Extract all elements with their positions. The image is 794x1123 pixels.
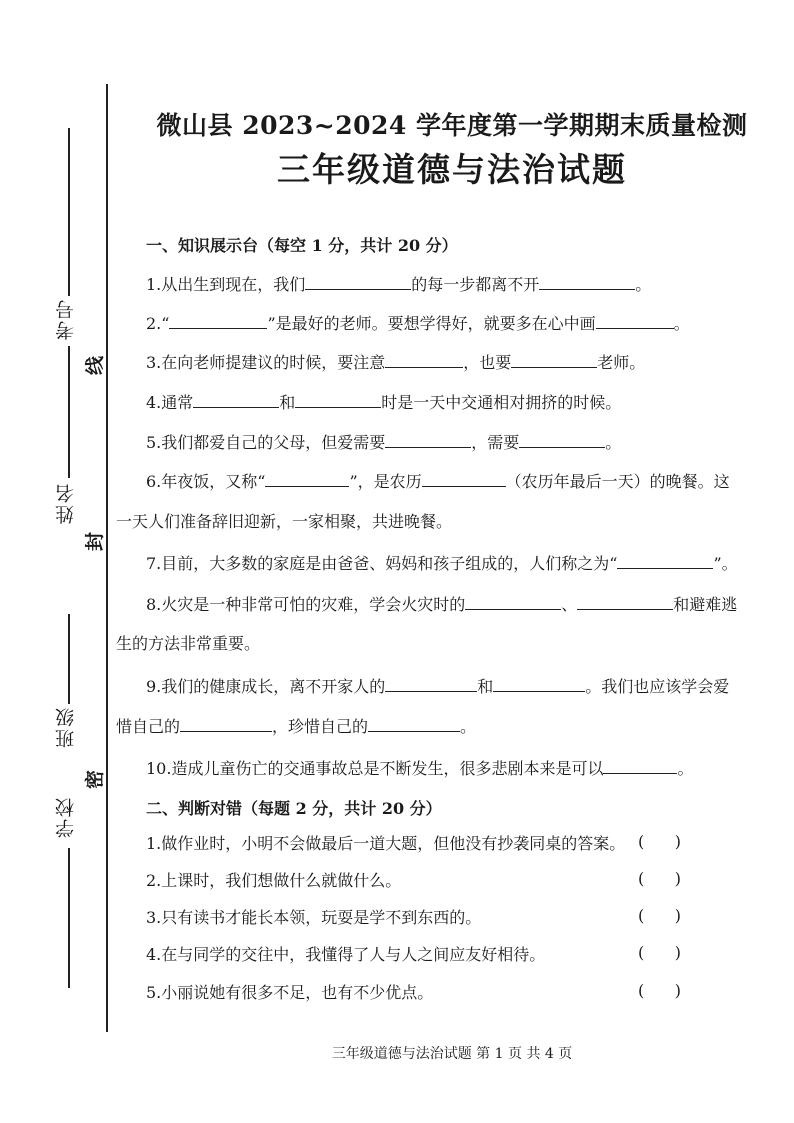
q1-text-c: 。 <box>635 275 652 294</box>
q8-text-b: 、 <box>561 595 578 614</box>
class-field <box>68 614 70 704</box>
exam-no-field <box>68 128 70 296</box>
question-4 <box>146 392 621 413</box>
q1-blank-1[interactable] <box>305 274 411 290</box>
q6-blank-2[interactable] <box>422 471 506 487</box>
q7-text-a: 7.目前，大多数的家庭是由爸爸、妈妈和孩子组成的，人们称之为“ <box>146 554 618 573</box>
seal-char-line: 线 <box>84 355 107 376</box>
section2-heading: 二、判断对错（每题 2 分，共计 20 分） <box>146 799 442 818</box>
q6-blank-1[interactable] <box>265 471 349 487</box>
question-6-cont: 一天人们准备辞旧迎新，一家相聚，共进晚餐。 <box>116 512 453 531</box>
q6-text-a: 6.年夜饭，又称“ <box>146 472 266 491</box>
tf-question-4: 4.在与同学的交往中，我懂得了人与人之间应友好相待。 <box>146 945 546 964</box>
exam-subtitle: 三年级道德与法治试题 <box>277 150 627 189</box>
q4-blank-1[interactable] <box>193 392 279 408</box>
q9-blank-1[interactable] <box>385 676 477 692</box>
binding-line <box>106 84 108 1032</box>
tf-question-3: 3.只有读书才能长本领，玩耍是学不到东西的。 <box>146 908 482 927</box>
exam-title: 微山县 2023~2024 学年度第一学期期末质量检测 <box>156 111 748 140</box>
q8-blank-1[interactable] <box>465 594 561 610</box>
question-6 <box>146 471 730 492</box>
question-7 <box>146 553 738 574</box>
question-8 <box>146 594 737 615</box>
q8-text-a: 8.火灾是一种非常可怕的灾难，学会火灾时的 <box>146 595 466 614</box>
q9-text-c: 。我们也应该学会爱 <box>585 677 730 696</box>
tf-question-1: 1.做作业时，小明不会做最后一道大题，但他没有抄袭同桌的答案。 <box>146 834 626 853</box>
page-footer: 三年级道德与法治试题 第 1 页 共 4 页 <box>331 1046 573 1062</box>
tf-question-5: 5.小丽说她有很多不足，也有不少优点。 <box>146 983 434 1002</box>
q2-text-b: ”是最好的老师。要想学得好，就要多在心中画 <box>267 314 596 333</box>
q9-blank-4[interactable] <box>368 716 460 732</box>
question-8-cont: 生的方法非常重要。 <box>116 634 261 653</box>
question-9-cont <box>116 716 476 737</box>
q3-text-a: 3.在向老师提建议的时候，要注意 <box>146 353 386 372</box>
q3-blank-2[interactable] <box>511 352 597 368</box>
q7-blank-1[interactable] <box>617 553 713 569</box>
seal-char-secret: 密 <box>84 769 107 790</box>
q8-blank-2[interactable] <box>577 594 673 610</box>
question-9 <box>146 676 729 697</box>
q2-text-a: 2.“ <box>146 314 170 333</box>
q9-text-e: ，珍惜自己的 <box>272 717 369 736</box>
q9-text-a: 9.我们的健康成长，离不开家人的 <box>146 677 386 696</box>
q10-text-a: 10.造成儿童伤亡的交通事故总是不断发生，很多悲剧本来是可以 <box>146 759 604 778</box>
q4-text-b: 和 <box>279 393 296 412</box>
tf-question-2: 2.上课时，我们想做什么就做什么。 <box>146 871 402 890</box>
section1-heading: 一、知识展示台（每空 1 分，共计 20 分） <box>146 236 458 255</box>
question-1 <box>146 274 651 295</box>
school-label: 学校 <box>55 796 77 838</box>
q9-text-f: 。 <box>460 717 477 736</box>
q9-text-d: 惜自己的 <box>116 717 181 736</box>
name-label: 姓名 <box>55 482 77 524</box>
q9-text-b: 和 <box>477 677 494 696</box>
q1-blank-2[interactable] <box>539 274 635 290</box>
name-field <box>68 346 70 478</box>
q3-text-b: ，也要 <box>463 353 512 372</box>
q5-text-c: 。 <box>605 433 622 452</box>
q3-blank-1[interactable] <box>385 352 463 368</box>
q2-blank-1[interactable] <box>169 313 267 329</box>
q5-blank-1[interactable] <box>385 432 471 448</box>
question-5 <box>146 432 621 453</box>
seal-char-seal: 封 <box>84 531 107 552</box>
q4-text-c: 时是一天中交通相对拥挤的时候。 <box>381 393 622 412</box>
q1-text-a: 1.从出生到现在，我们 <box>146 275 306 294</box>
q7-text-b: ”。 <box>713 554 738 573</box>
q5-text-a: 5.我们都爱自己的父母，但爱需要 <box>146 433 386 452</box>
q2-text-c: 。 <box>673 314 690 333</box>
class-label: 班级 <box>55 706 77 748</box>
q3-text-c: 老师。 <box>597 353 646 372</box>
q9-blank-3[interactable] <box>180 716 272 732</box>
tf-answer-3[interactable]: ( ) <box>638 906 681 925</box>
q4-text-a: 4.通常 <box>146 393 194 412</box>
q8-text-c: 和避难逃 <box>673 595 738 614</box>
q9-blank-2[interactable] <box>493 676 585 692</box>
q6-text-c: （农历年最后一天）的晚餐。这 <box>505 472 730 491</box>
tf-answer-1[interactable]: ( ) <box>638 832 681 851</box>
tf-answer-2[interactable]: ( ) <box>638 869 681 888</box>
q10-blank-1[interactable] <box>603 758 677 774</box>
q1-text-b: 的每一步都离不开 <box>411 275 540 294</box>
question-2 <box>146 313 690 334</box>
tf-answer-5[interactable]: ( ) <box>638 981 681 1000</box>
q5-blank-2[interactable] <box>519 432 605 448</box>
q10-text-b: 。 <box>677 759 694 778</box>
q2-blank-2[interactable] <box>596 313 674 329</box>
question-3 <box>146 352 645 373</box>
tf-answer-4[interactable]: ( ) <box>638 943 681 962</box>
q5-text-b: ，需要 <box>471 433 520 452</box>
school-field <box>68 848 70 988</box>
q4-blank-2[interactable] <box>295 392 381 408</box>
q6-text-b: ”，是农历 <box>349 472 422 491</box>
exam-no-label: 考号 <box>55 298 77 340</box>
question-10 <box>146 758 693 779</box>
